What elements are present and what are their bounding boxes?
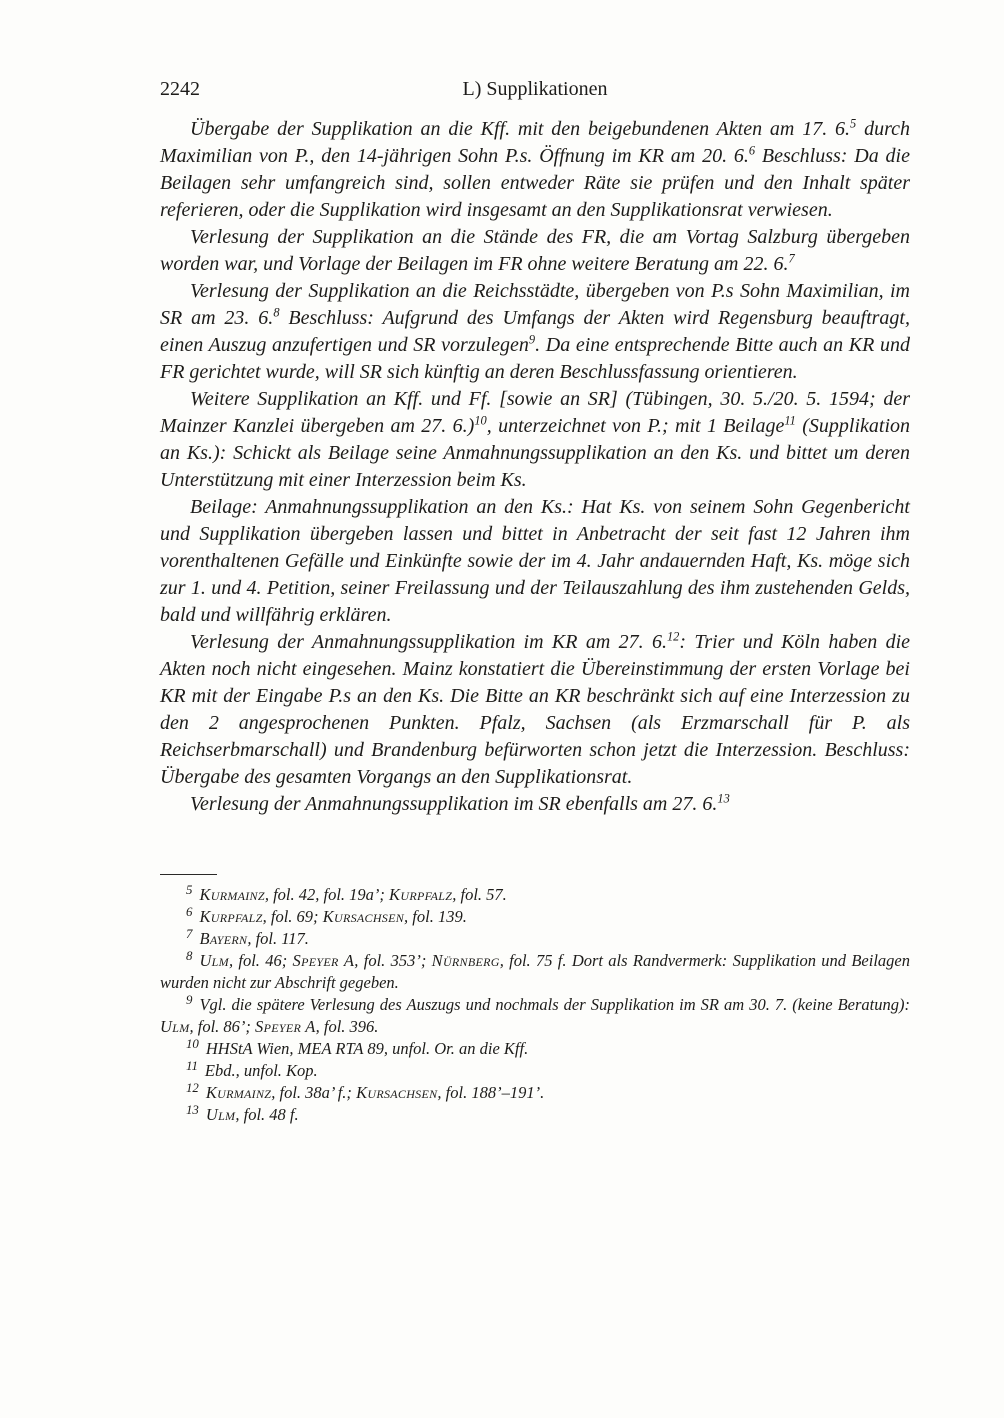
footnote-marker: 10: [186, 1036, 199, 1051]
footnote: $^6$ Kurpfalz, fol. 69; Kursachsen, fol. 139.: [186, 904, 467, 926]
footnote-reference: 11: [784, 413, 796, 428]
footnote: $^{12}$ Kurmainz, fol. 38a’ f.; Kursachsen, fol. 188’–191’.: [186, 1080, 545, 1102]
footnote-marker: 6: [186, 904, 193, 919]
running-title: L) Supplikationen: [462, 78, 608, 100]
page-header: [160, 78, 910, 104]
footnote-separator-rule: [160, 874, 217, 875]
paragraph: Beilage: Anmahnungssupplikation an den Ks.: Hat Ks. von seinem Sohn Gegenbericht und Supplikation übergeben lassen und bittet in Anbetracht der seit fast 12 Jahren ihm vorenthaltenen Gefälle und Einkünfte sowie der im 4. Jahr andauernden Haft, Ks. möge sich zur 1. und 4. Petition, seiner Freilassung und der Teilauszahlung des ihm zustehenden Gelds, bald und willfährig erklären.: [160, 496, 910, 626]
archive-siglum: Kurmainz: [205, 1083, 272, 1102]
paragraph: Verlesung der Supplikation an die Stände des FR, die am Vortag Salzburg übergeben worden war, und Vorlage der Beilagen im FR ohne weitere Beratung am 22. 6.$^7$: [160, 226, 910, 275]
footnote: $^{10}$ HHStA Wien, MEA RTA 89, unfol. Or. an die Kff.: [186, 1036, 529, 1058]
archive-siglum: Nürnberg: [431, 951, 500, 970]
paragraph: Verlesung der Anmahnungssupplikation im SR ebenfalls am 27. 6.13: [190, 791, 730, 815]
footnote-reference: 9: [528, 332, 536, 347]
paragraph: Weitere Supplikation an Kff. und Ff. [sowie an SR] (Tübingen, 30. 5./20. 5. 1594; der Mainzer Kanzlei übergeben am 27. 6.)$^{10}$, unterzeichnet von P.; mit 1 Beilage$^{11}$ (Supplikation an Ks.): Schickt als Beilage seine Anmahnungssupplikation an den Ks. und bittet um deren Unterstützung mit einer Interzession beim Ks.: [160, 388, 911, 491]
footnote-reference: 8: [273, 305, 280, 320]
footnote: $^5$ Kurmainz, fol. 42, fol. 19a’; Kurpfalz, fol. 57.: [186, 882, 507, 904]
archive-siglum: Bayern: [199, 929, 248, 948]
archive-siglum: Speyer A: [292, 951, 355, 970]
footnote-marker: 8: [186, 948, 193, 963]
footnote-reference: 6: [748, 143, 756, 158]
footnote-marker: 13: [186, 1102, 199, 1117]
footnote: $^8$ Ulm, fol. 46; Speyer A, fol. 353’; Nürnberg, fol. 75 f. Dort als Randvermerk: Supplikation und Beilagen wurden nicht zur Abschrift gegeben.: [160, 948, 910, 992]
footnotes-section: [160, 874, 910, 1126]
footnote-reference: 7: [788, 251, 795, 266]
footnote: $^7$ Bayern, fol. 117.: [186, 926, 309, 948]
body-text: [160, 116, 910, 818]
archive-siglum: Kurpfalz: [389, 885, 453, 904]
footnote: $^9$ Vgl. die spätere Verlesung des Auszugs und nochmals der Supplikation im SR am 30. 7. (keine Beratung): Ulm, fol. 86’; Speyer A, fol. 396.: [160, 992, 910, 1036]
archive-siglum: Speyer A: [255, 1017, 316, 1036]
paragraph: Verlesung der Anmahnungssupplikation im KR am 27. 6.12: Trier und Köln haben die Akten noch nicht eingesehen. Mainz konstatiert die Übereinstimmung der ersten Vorlage bei KR mit der Eingabe P.s an den Ks. Die Bitte an KR beschränkt sich auf eine Interzession zu den 2 angesprochenen Punkten. Pfalz, Sachsen (als Erzmarschall für P. als Reichserbmarschall) und Brandenburg befürworten schon jetzt die Interzession. Beschluss: Übergabe des gesamten Vorgangs an den Supplikationsrat.: [160, 629, 910, 788]
footnote-marker: 12: [186, 1080, 199, 1095]
page-number: 2242: [160, 78, 200, 100]
footnote-list: [160, 884, 910, 1126]
archive-siglum: Kursachsen: [356, 1083, 438, 1102]
footnote: $^{11}$ Ebd., unfol. Kop.: [186, 1058, 318, 1080]
archive-siglum: Kurpfalz: [199, 907, 263, 926]
archive-siglum: Ulm: [199, 951, 229, 970]
paragraph: Verlesung der Supplikation an die Reichsstädte, übergeben von P.s Sohn Maximilian, im SR am 23. 6.$^8$ Beschluss: Aufgrund des Umfangs der Akten wird Regensburg beauftragt, einen Auszug anzufertigen und SR vorzulegen$^9$. Da eine entsprechende Bitte auch an KR und FR gerichtet wurde, will SR sich künftig an deren Beschlussfassung orientieren.: [160, 280, 910, 383]
footnote-reference: 13: [717, 791, 730, 806]
footnote-marker: 9: [186, 992, 193, 1007]
archive-siglum: Ulm: [205, 1105, 236, 1124]
footnote-marker: 5: [186, 882, 193, 897]
footnote-reference: 12: [666, 629, 680, 644]
archive-siglum: Kursachsen: [322, 907, 405, 926]
paragraph: Übergabe der Supplikation an die Kff. mit den beigebundenen Akten am 17. 6.$^5$ durch Maximilian von P., den 14-jährigen Sohn P.s. Öffnung im KR am 20. 6.$^6$ Beschluss: Da die Beilagen sehr umfangreich sind, sollen entweder Räte sie prüfen und den Inhalt später referieren, oder die Supplikation wird insgesamt an den Supplikationsrat verwiesen.: [160, 116, 911, 221]
footnote-reference: 5: [850, 116, 857, 131]
archive-siglum: Kurmainz: [199, 885, 265, 904]
archive-siglum: Ulm: [160, 1017, 190, 1036]
footnote-marker: 11: [186, 1058, 198, 1073]
footnote: $^{13}$ Ulm, fol. 48 f.: [186, 1102, 299, 1124]
footnote-marker: 7: [186, 926, 193, 941]
footnote-reference: 10: [474, 413, 487, 428]
